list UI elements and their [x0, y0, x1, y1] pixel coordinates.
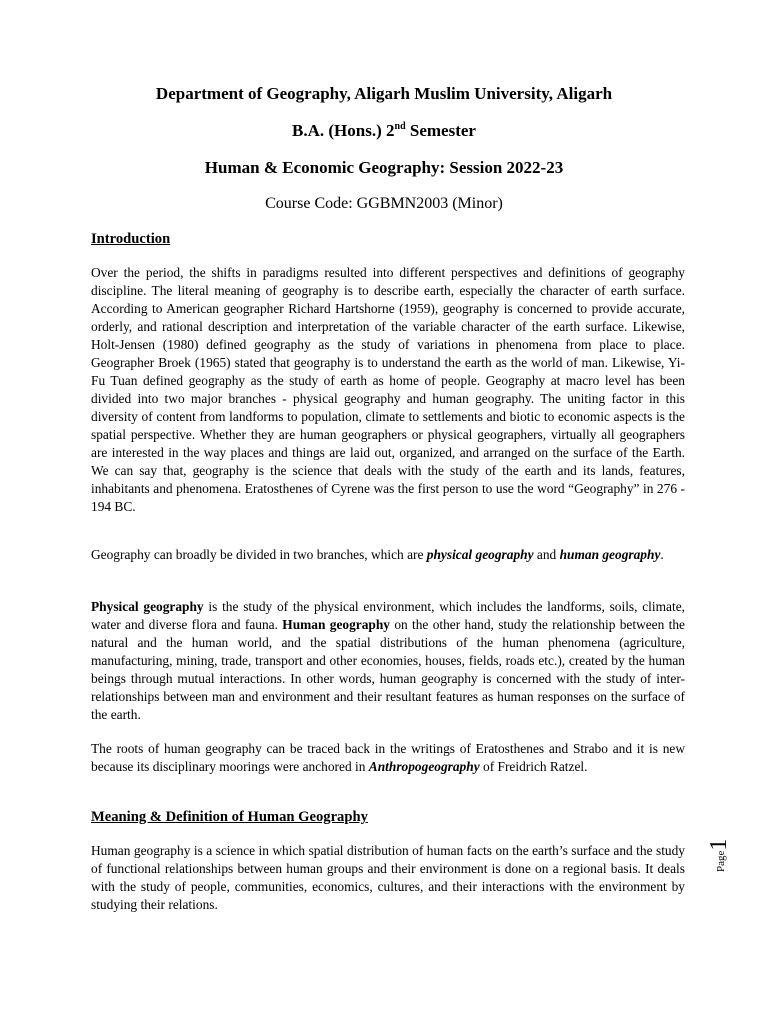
paragraph-roots [91, 740, 685, 776]
term-anthropogeography: Anthropogeography [368, 759, 480, 774]
term-human-geography: human geography [559, 547, 661, 562]
paragraph-branches-text-3: . [660, 547, 664, 562]
paragraph-human-text: on the other hand, study the relationship between the natural and the human world, and the spatial distributions of the human phenomena (agriculture, manufacturing, mining, trade, transport and other economies, houses, fields, roads etc.), created by the human beings through mutual interactions. In other words, human geography is concerned with the study of inter-relationships between man and environment and their resultant features as human responses on the surface of the earth. [91, 617, 685, 722]
paragraph-meaning: Human geography is a science in which spatial distribution of human facts on the earth’s surface and the study of functional relationships between human groups and their environment is done on a regional basis. It deals with the study of people, communities, economics, cultures, and their interactions with the environment by studying their relations. [91, 843, 685, 912]
paragraph-roots-text-1: The roots of human geography can be traced back in the writings of Eratosthenes and Strabo and it is new because its disciplinary moorings were anchored in [91, 741, 685, 774]
department-title: Department of Geography, Aligarh Muslim University, Aligarh [155, 84, 613, 103]
section-heading-introduction: Introduction [91, 231, 171, 247]
course-title: Human & Economic Geography: Session 2022-23 [204, 158, 564, 177]
program-title [0, 121, 768, 141]
page-label: Page [715, 850, 727, 872]
term-human-geography-bold: Human geography [282, 617, 391, 632]
paragraph-physical-text: is the study of the physical environment, which includes the landforms, soils, climate, water and diverse flora and fauna. [91, 599, 685, 632]
course-code: Course Code: GGBMN2003 (Minor) [265, 195, 503, 212]
paragraph-branches [91, 546, 685, 564]
page-number [706, 839, 733, 872]
term-physical-geography: physical geography [426, 547, 534, 562]
paragraph-branches-text-1: Geography can broadly be divided in two branches, which are [91, 547, 427, 562]
ordinal-suffix: nd [394, 121, 406, 132]
section-heading-meaning: Meaning & Definition of Human Geography [91, 809, 368, 825]
page-number-value: 1 [706, 838, 732, 851]
paragraph-roots-text-2: of Freidrich Ratzel. [479, 759, 588, 774]
term-physical-geography-bold: Physical geography [91, 599, 204, 614]
program-title-text: B.A. (Hons.) 2 [292, 121, 395, 140]
semester-text: Semester [405, 121, 476, 140]
paragraph-introduction: Over the period, the shifts in paradigms resulted into different perspectives and definitions of geography discipline. The literal meaning of geography is to describe earth, especially the character of earth surface. According to American geographer Richard Hartshorne (1959), geography is concerned to provide accurate, orderly, and rational description and interpretation of the variable character of the earth surface. Likewise, Holt-Jensen (1980) defined geography as the study of variations in phenomena from place to place. Geographer Broek (1965) stated that geography is to understand the earth as the world of man. Likewise, Yi-Fu Tuan defined geography as the study of earth as home of people. Geography at macro level has been divided into two major branches - physical geography and human geography. The uniting factor in this diversity of content from landforms to population, climate to settlements and biotic to economic aspects is the spatial perspective. Whether they are human geographers or physical geographers, virtually all geographers are interested in the way places and things are laid out, organized, and arranged on the surface of the Earth. We can say that, geography is the science that deals with the study of the earth and its lands, features, inhabitants and phenomena. Eratosthenes of Cyrene was the first person to use the word “Geography” in 276 - 194 BC. [91, 265, 685, 514]
paragraph-physical-human [91, 598, 685, 724]
paragraph-branches-text-2: and [533, 547, 560, 562]
